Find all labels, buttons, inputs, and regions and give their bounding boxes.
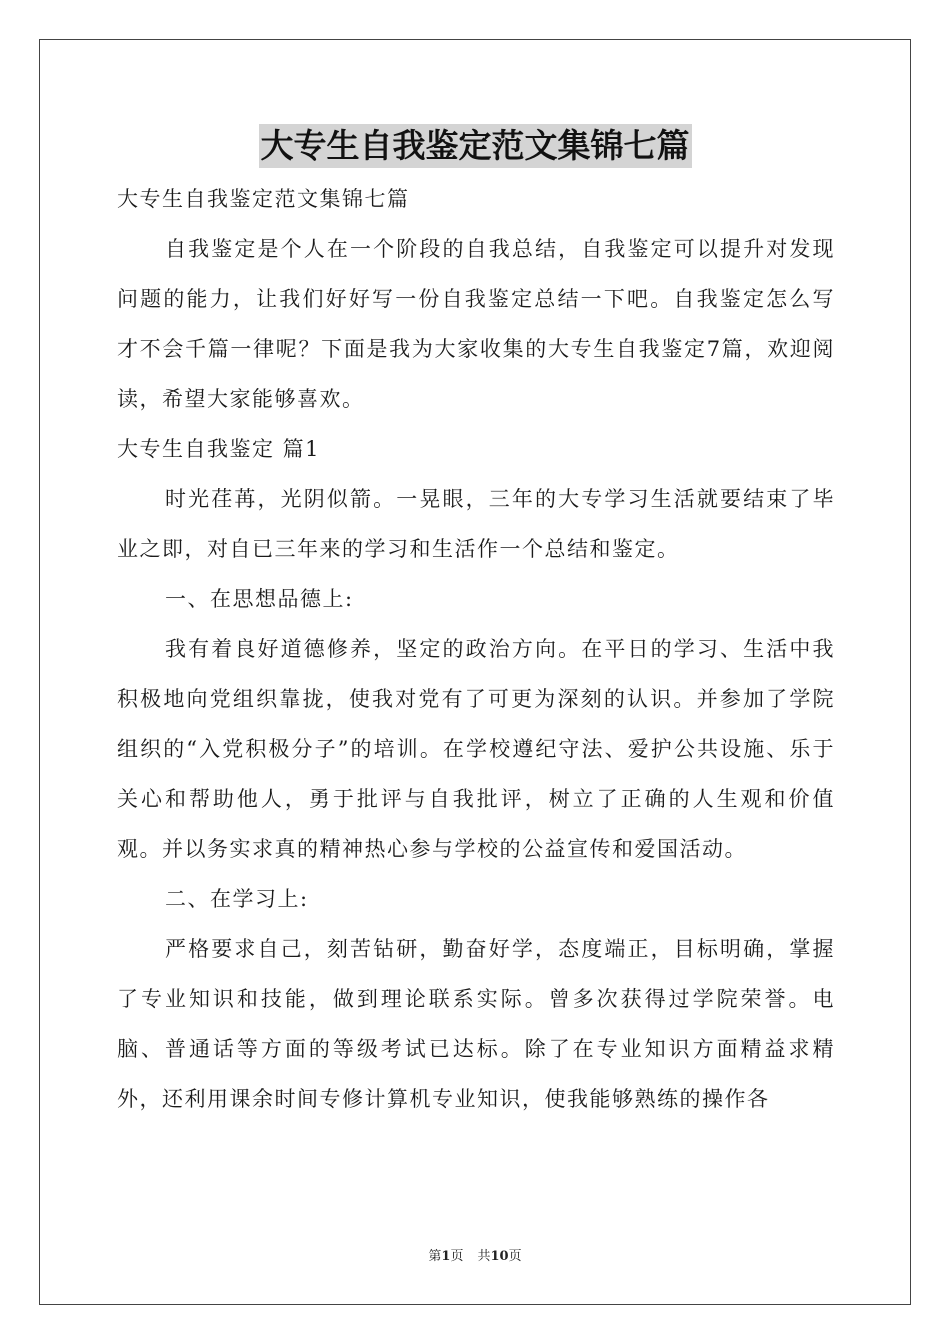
document-body [117, 174, 835, 1124]
footer-page-prefix: 第 [428, 1249, 442, 1264]
footer-total-suffix: 页 [508, 1249, 522, 1264]
paragraph-study: 严格要求自己，刻苦钻研，勤奋好学，态度端正，目标明确，掌握了专业知识和技能，做到理论联系实际。曾多次获得过学院荣誉。电脑、普通话等方面的等级考试已达标。除了在专业知识方面精益求精外，还利用课余时间专修计算机专业知识，使我能够熟练的操作各 [117, 937, 835, 1111]
paragraph-intro: 自我鉴定是个人在一个阶段的自我总结，自我鉴定可以提升对发现问题的能力，让我们好好写一份自我鉴定总结一下吧。自我鉴定怎么写才不会千篇一律呢？下面是我为大家收集的大专生自我鉴定7篇，欢迎阅读，希望大家能够喜欢。 [117, 237, 835, 411]
footer-page-total: 10 [490, 1249, 509, 1264]
footer-total-prefix: 共 [477, 1249, 491, 1264]
paragraph-opening: 时光荏苒，光阴似箭。一晃眼，三年的大专学习生活就要结束了毕业之即，对自已三年来的学习和生活作一个总结和鉴定。 [117, 487, 835, 561]
paragraph-heading-study: 二、在学习上: [165, 887, 309, 911]
paragraph-heading-morality: 一、在思想品德上: [165, 587, 354, 611]
document-title: 大专生自我鉴定范文集锦七篇 [259, 124, 692, 168]
paragraph-morality: 我有着良好道德修养，坚定的政治方向。在平日的学习、生活中我积极地向党组织靠拢，使我对党有了可更为深刻的认识。并参加了学院组织的“入党积极分子”的培训。在学校遵纪守法、爱护公共设施、乐于关心和帮助他人，勇于批评与自我批评，树立了正确的人生观和价值观。并以务实求真的精神热心参与学校的公益宣传和爱国活动。 [117, 637, 835, 861]
page-footer [0, 1248, 950, 1266]
footer-page-suffix: 页 [450, 1249, 464, 1264]
paragraph-subtitle: 大专生自我鉴定范文集锦七篇 [117, 187, 410, 211]
title-container [0, 124, 950, 168]
paragraph-section-heading: 大专生自我鉴定 篇1 [117, 437, 321, 461]
footer-page-current: 1 [441, 1249, 451, 1264]
